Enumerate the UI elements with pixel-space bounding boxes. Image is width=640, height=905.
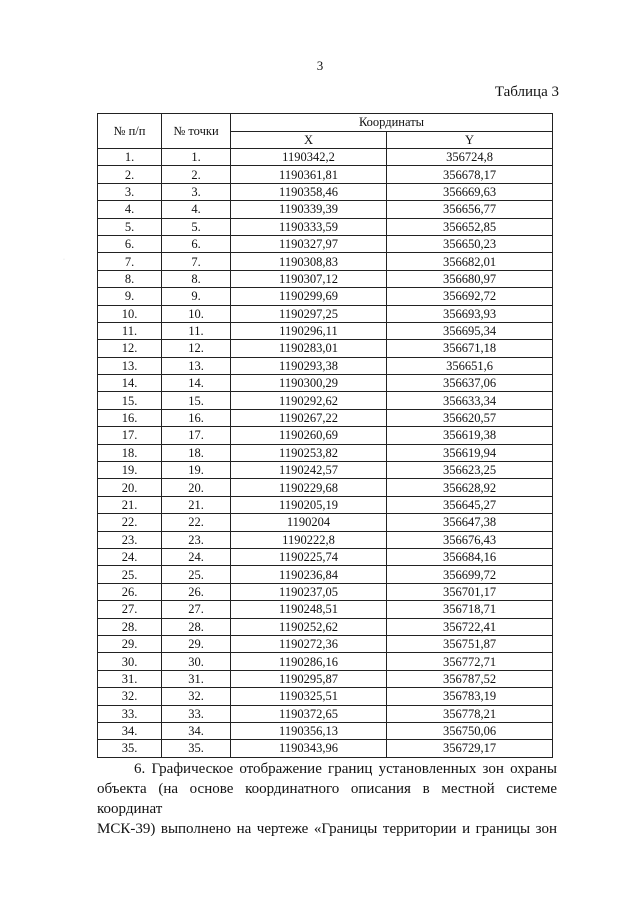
row-number-cell: 4. (98, 201, 162, 218)
y-coordinate-cell: 356619,38 (387, 427, 553, 444)
x-coordinate-cell: 1190342,2 (231, 149, 387, 166)
table-row (98, 514, 553, 531)
row-number-cell: 2. (98, 166, 162, 183)
y-coordinate-cell: 356783,19 (387, 688, 553, 705)
row-number-cell: 29. (98, 635, 162, 652)
point-number-cell: 10. (162, 305, 231, 322)
x-coordinate-cell: 1190286,16 (231, 653, 387, 670)
y-coordinate-cell: 356678,17 (387, 166, 553, 183)
row-number-cell: 9. (98, 288, 162, 305)
x-coordinate-cell: 1190296,11 (231, 322, 387, 339)
row-number-cell: 15. (98, 392, 162, 409)
point-number-cell: 25. (162, 566, 231, 583)
header-num: № п/п (98, 114, 162, 149)
point-number-cell: 14. (162, 375, 231, 392)
point-number-cell: 15. (162, 392, 231, 409)
header-coordinates: Координаты (231, 114, 553, 132)
point-number-cell: 2. (162, 166, 231, 183)
table-row (98, 357, 553, 374)
y-coordinate-cell: 356680,97 (387, 270, 553, 287)
x-coordinate-cell: 1190308,83 (231, 253, 387, 270)
point-number-cell: 35. (162, 740, 231, 757)
x-coordinate-cell: 1190300,29 (231, 375, 387, 392)
x-coordinate-cell: 1190327,97 (231, 235, 387, 252)
x-coordinate-cell: 1190205,19 (231, 496, 387, 513)
coordinates-table (97, 113, 553, 758)
x-coordinate-cell: 1190295,87 (231, 670, 387, 687)
y-coordinate-cell: 356751,87 (387, 635, 553, 652)
table-row (98, 496, 553, 513)
table-row (98, 305, 553, 322)
row-number-cell: 22. (98, 514, 162, 531)
y-coordinate-cell: 356778,21 (387, 705, 553, 722)
x-coordinate-cell: 1190229,68 (231, 479, 387, 496)
point-number-cell: 1. (162, 149, 231, 166)
point-number-cell: 22. (162, 514, 231, 531)
row-number-cell: 18. (98, 444, 162, 461)
x-coordinate-cell: 1190293,38 (231, 357, 387, 374)
table-row (98, 462, 553, 479)
table-row (98, 270, 553, 287)
row-number-cell: 13. (98, 357, 162, 374)
point-number-cell: 12. (162, 340, 231, 357)
x-coordinate-cell: 1190333,59 (231, 218, 387, 235)
table-row (98, 201, 553, 218)
x-coordinate-cell: 1190236,84 (231, 566, 387, 583)
y-coordinate-cell: 356647,38 (387, 514, 553, 531)
y-coordinate-cell: 356684,16 (387, 548, 553, 565)
y-coordinate-cell: 356718,71 (387, 601, 553, 618)
point-number-cell: 29. (162, 635, 231, 652)
row-number-cell: 24. (98, 548, 162, 565)
y-coordinate-cell: 356656,77 (387, 201, 553, 218)
table-row (98, 340, 553, 357)
paragraph-line-1: 6. Графическое отображение границ установленных зон охраны (134, 761, 557, 777)
row-number-cell: 1. (98, 149, 162, 166)
y-coordinate-cell: 356652,85 (387, 218, 553, 235)
point-number-cell: 23. (162, 531, 231, 548)
point-number-cell: 17. (162, 427, 231, 444)
y-coordinate-cell: 356772,71 (387, 653, 553, 670)
y-coordinate-cell: 356729,17 (387, 740, 553, 757)
x-coordinate-cell: 1190292,62 (231, 392, 387, 409)
point-number-cell: 27. (162, 601, 231, 618)
row-number-cell: 6. (98, 235, 162, 252)
page-number: 3 (316, 58, 324, 73)
y-coordinate-cell: 356669,63 (387, 183, 553, 200)
table-row (98, 409, 553, 426)
table-row (98, 322, 553, 339)
y-coordinate-cell: 356676,43 (387, 531, 553, 548)
table-row (98, 479, 553, 496)
point-number-cell: 28. (162, 618, 231, 635)
table-row (98, 375, 553, 392)
table-row (98, 218, 553, 235)
x-coordinate-cell: 1190297,25 (231, 305, 387, 322)
paragraph-line-3: МСК-39) выполнено на чертеже «Границы территории и границы зон (97, 821, 557, 837)
x-coordinate-cell: 1190272,36 (231, 635, 387, 652)
table-row (98, 531, 553, 548)
row-number-cell: 27. (98, 601, 162, 618)
table-row (98, 670, 553, 687)
point-number-cell: 16. (162, 409, 231, 426)
row-number-cell: 26. (98, 583, 162, 600)
point-number-cell: 7. (162, 253, 231, 270)
point-number-cell: 3. (162, 183, 231, 200)
row-number-cell: 21. (98, 496, 162, 513)
x-coordinate-cell: 1190283,01 (231, 340, 387, 357)
row-number-cell: 30. (98, 653, 162, 670)
table-row (98, 392, 553, 409)
table-row (98, 235, 553, 252)
x-coordinate-cell: 1190242,57 (231, 462, 387, 479)
row-number-cell: 12. (98, 340, 162, 357)
x-coordinate-cell: 1190248,51 (231, 601, 387, 618)
y-coordinate-cell: 356722,41 (387, 618, 553, 635)
y-coordinate-cell: 356633,34 (387, 392, 553, 409)
table-header-row (98, 114, 553, 132)
y-coordinate-cell: 356650,23 (387, 235, 553, 252)
y-coordinate-cell: 356628,92 (387, 479, 553, 496)
point-number-cell: 20. (162, 479, 231, 496)
row-number-cell: 17. (98, 427, 162, 444)
y-coordinate-cell: 356695,34 (387, 322, 553, 339)
point-number-cell: 6. (162, 235, 231, 252)
point-number-cell: 24. (162, 548, 231, 565)
point-number-cell: 34. (162, 722, 231, 739)
x-coordinate-cell: 1190358,46 (231, 183, 387, 200)
y-coordinate-cell: 356651,6 (387, 357, 553, 374)
row-number-cell: 8. (98, 270, 162, 287)
y-coordinate-cell: 356619,94 (387, 444, 553, 461)
table-row (98, 583, 553, 600)
y-coordinate-cell: 356692,72 (387, 288, 553, 305)
table-row (98, 601, 553, 618)
row-number-cell: 28. (98, 618, 162, 635)
point-number-cell: 32. (162, 688, 231, 705)
paragraph-6 (97, 759, 557, 839)
x-coordinate-cell: 1190252,62 (231, 618, 387, 635)
point-number-cell: 11. (162, 322, 231, 339)
row-number-cell: 11. (98, 322, 162, 339)
row-number-cell: 5. (98, 218, 162, 235)
table-row (98, 183, 553, 200)
x-coordinate-cell: 1190361,81 (231, 166, 387, 183)
table-row (98, 444, 553, 461)
x-coordinate-cell: 1190372,65 (231, 705, 387, 722)
table-caption: Таблица 3 (494, 84, 559, 100)
row-number-cell: 16. (98, 409, 162, 426)
x-coordinate-cell: 1190356,13 (231, 722, 387, 739)
table-row (98, 740, 553, 757)
row-number-cell: 32. (98, 688, 162, 705)
point-number-cell: 21. (162, 496, 231, 513)
row-number-cell: 34. (98, 722, 162, 739)
y-coordinate-cell: 356724,8 (387, 149, 553, 166)
table-row (98, 566, 553, 583)
table-row (98, 253, 553, 270)
point-number-cell: 8. (162, 270, 231, 287)
row-number-cell: 10. (98, 305, 162, 322)
table-row (98, 618, 553, 635)
x-coordinate-cell: 1190260,69 (231, 427, 387, 444)
x-coordinate-cell: 1190237,05 (231, 583, 387, 600)
table-row (98, 722, 553, 739)
table-row (98, 705, 553, 722)
y-coordinate-cell: 356637,06 (387, 375, 553, 392)
row-number-cell: 19. (98, 462, 162, 479)
table-row (98, 166, 553, 183)
x-coordinate-cell: 1190299,69 (231, 288, 387, 305)
header-y: Y (387, 131, 553, 149)
row-number-cell: 14. (98, 375, 162, 392)
row-number-cell: 31. (98, 670, 162, 687)
point-number-cell: 9. (162, 288, 231, 305)
row-number-cell: 20. (98, 479, 162, 496)
y-coordinate-cell: 356620,57 (387, 409, 553, 426)
table-row (98, 427, 553, 444)
header-point: № точки (162, 114, 231, 149)
point-number-cell: 18. (162, 444, 231, 461)
row-number-cell: 35. (98, 740, 162, 757)
point-number-cell: 33. (162, 705, 231, 722)
y-coordinate-cell: 356682,01 (387, 253, 553, 270)
table-row (98, 653, 553, 670)
point-number-cell: 26. (162, 583, 231, 600)
x-coordinate-cell: 1190343,96 (231, 740, 387, 757)
table-row (98, 635, 553, 652)
y-coordinate-cell: 356699,72 (387, 566, 553, 583)
y-coordinate-cell: 356645,27 (387, 496, 553, 513)
row-number-cell: 3. (98, 183, 162, 200)
row-number-cell: 23. (98, 531, 162, 548)
x-coordinate-cell: 1190222,8 (231, 531, 387, 548)
y-coordinate-cell: 356787,52 (387, 670, 553, 687)
x-coordinate-cell: 1190307,12 (231, 270, 387, 287)
scan-artifact: · (63, 257, 65, 263)
point-number-cell: 31. (162, 670, 231, 687)
point-number-cell: 19. (162, 462, 231, 479)
row-number-cell: 7. (98, 253, 162, 270)
x-coordinate-cell: 1190204 (231, 514, 387, 531)
point-number-cell: 4. (162, 201, 231, 218)
y-coordinate-cell: 356750,06 (387, 722, 553, 739)
table-row (98, 288, 553, 305)
table-row (98, 149, 553, 166)
paragraph-line-2: объекта (на основе координатного описания в местной системе координат (97, 781, 557, 817)
y-coordinate-cell: 356693,93 (387, 305, 553, 322)
coordinates-table-body (98, 149, 553, 758)
header-x: X (231, 131, 387, 149)
table-row (98, 548, 553, 565)
point-number-cell: 30. (162, 653, 231, 670)
row-number-cell: 25. (98, 566, 162, 583)
point-number-cell: 13. (162, 357, 231, 374)
y-coordinate-cell: 356701,17 (387, 583, 553, 600)
table-row (98, 688, 553, 705)
x-coordinate-cell: 1190339,39 (231, 201, 387, 218)
y-coordinate-cell: 356623,25 (387, 462, 553, 479)
y-coordinate-cell: 356671,18 (387, 340, 553, 357)
x-coordinate-cell: 1190225,74 (231, 548, 387, 565)
x-coordinate-cell: 1190325,51 (231, 688, 387, 705)
x-coordinate-cell: 1190253,82 (231, 444, 387, 461)
row-number-cell: 33. (98, 705, 162, 722)
x-coordinate-cell: 1190267,22 (231, 409, 387, 426)
point-number-cell: 5. (162, 218, 231, 235)
